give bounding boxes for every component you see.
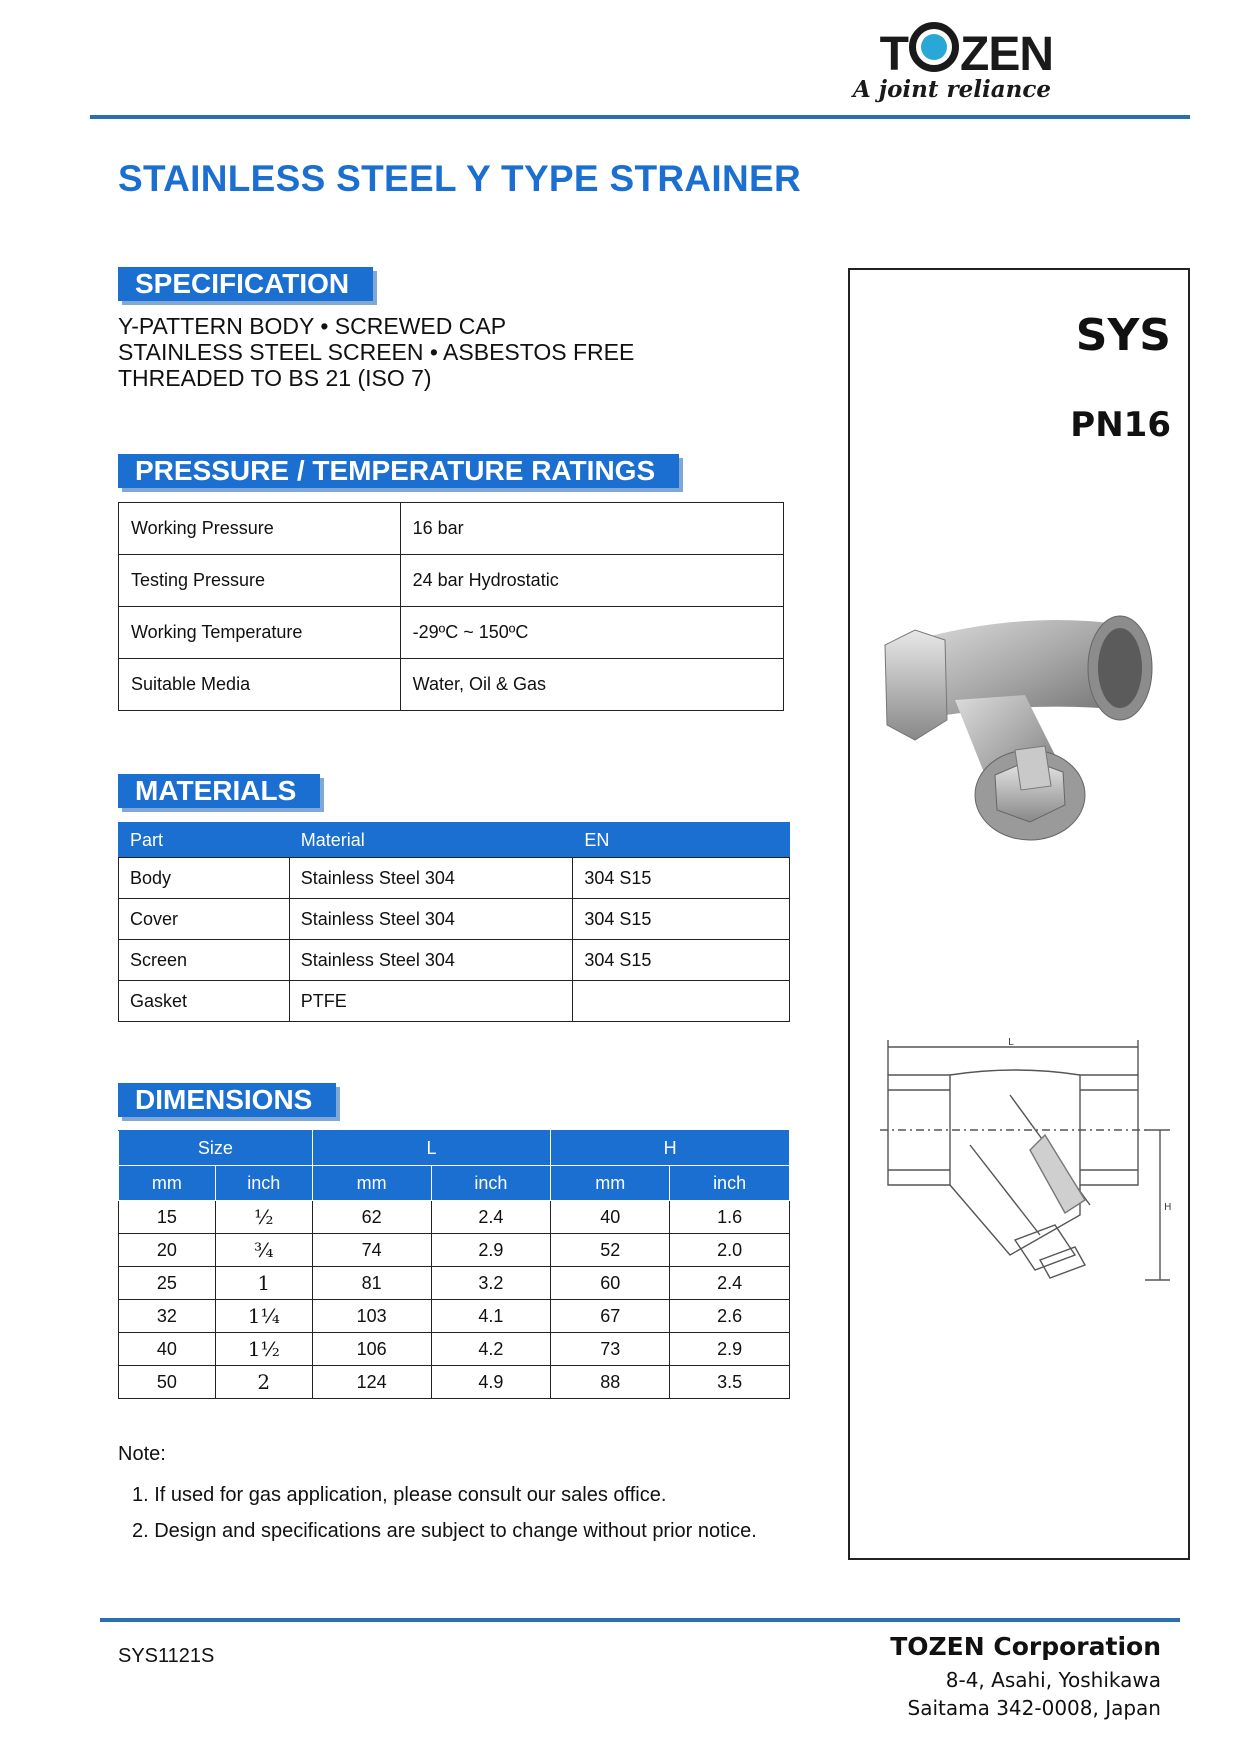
table-cell: 1½	[215, 1333, 312, 1366]
table-cell: 2	[215, 1366, 312, 1399]
table-cell	[573, 981, 790, 1022]
section-heading-materials: MATERIALS	[118, 774, 320, 808]
product-photo	[875, 600, 1165, 850]
table-cell: Stainless Steel 304	[289, 858, 573, 899]
section-heading-ratings: PRESSURE / TEMPERATURE RATINGS	[118, 454, 679, 488]
table-header-row	[119, 1131, 790, 1166]
header-divider	[90, 115, 1190, 119]
table-cell: 67	[551, 1300, 670, 1333]
rating-label: Working Pressure	[119, 503, 401, 555]
materials-table	[118, 822, 790, 1022]
product-side-panel	[848, 268, 1190, 1560]
section-heading-dimensions: DIMENSIONS	[118, 1083, 336, 1117]
column-header: inch	[215, 1166, 312, 1201]
table-cell: 1¼	[215, 1300, 312, 1333]
rating-value: Water, Oil & Gas	[400, 659, 783, 711]
column-header: inch	[670, 1166, 790, 1201]
table-cell: 32	[119, 1300, 216, 1333]
table-cell: Stainless Steel 304	[289, 940, 573, 981]
table-cell: 81	[312, 1267, 431, 1300]
rating-value: 24 bar Hydrostatic	[400, 555, 783, 607]
table-cell: PTFE	[289, 981, 573, 1022]
note-item: 2. Design and specifications are subject to change without prior notice.	[132, 1520, 757, 1542]
drawing-label-l: L	[1008, 1037, 1014, 1048]
company-name: TOZEN Corporation	[890, 1632, 1161, 1661]
note-list	[132, 1477, 757, 1549]
ratings-table	[118, 502, 784, 711]
column-group-header: Size	[119, 1131, 313, 1166]
table-row	[119, 981, 790, 1022]
table-cell: 2.6	[670, 1300, 790, 1333]
table-cell: 73	[551, 1333, 670, 1366]
table-row	[119, 607, 784, 659]
table-cell: 3.2	[431, 1267, 551, 1300]
model-code: SYS	[1075, 310, 1171, 361]
rating-value: -29ºC ~ 150ºC	[400, 607, 783, 659]
table-cell: 62	[312, 1201, 431, 1234]
table-cell: Stainless Steel 304	[289, 899, 573, 940]
table-cell: 25	[119, 1267, 216, 1300]
table-row	[119, 1201, 790, 1234]
page-title: STAINLESS STEEL Y TYPE STRAINER	[118, 158, 801, 199]
table-cell: Cover	[119, 899, 290, 940]
table-cell: 88	[551, 1366, 670, 1399]
table-cell: 15	[119, 1201, 216, 1234]
table-cell: 304 S15	[573, 940, 790, 981]
column-header: EN	[573, 823, 790, 858]
table-row	[119, 555, 784, 607]
column-header: Part	[119, 823, 290, 858]
table-cell: 1.6	[670, 1201, 790, 1234]
table-cell: 40	[551, 1201, 670, 1234]
table-cell: 2.9	[670, 1333, 790, 1366]
table-cell: 2.4	[670, 1267, 790, 1300]
table-row	[119, 1300, 790, 1333]
column-header: inch	[431, 1166, 551, 1201]
column-header: mm	[551, 1166, 670, 1201]
document-number: SYS1121S	[118, 1645, 215, 1667]
table-cell: 124	[312, 1366, 431, 1399]
pressure-rating-code: PN16	[1070, 405, 1171, 445]
brand-logo-text-pre: T	[879, 28, 908, 81]
note-item: 1. If used for gas application, please consult our sales office.	[132, 1484, 667, 1506]
table-cell: 3.5	[670, 1366, 790, 1399]
column-header: mm	[119, 1166, 216, 1201]
table-row	[119, 858, 790, 899]
table-cell: Gasket	[119, 981, 290, 1022]
table-header-row	[119, 1166, 790, 1201]
spec-line: STAINLESS STEEL SCREEN • ASBESTOS FREE	[118, 339, 635, 365]
table-cell: 50	[119, 1366, 216, 1399]
column-group-header: L	[312, 1131, 551, 1166]
drawing-label-h: H	[1164, 1202, 1172, 1213]
column-group-header: H	[551, 1131, 790, 1166]
brand-logo-text-post: ZEN	[960, 28, 1053, 81]
table-cell: 20	[119, 1234, 216, 1267]
dimensions-table	[118, 1130, 790, 1399]
rating-label: Suitable Media	[119, 659, 401, 711]
table-cell: 106	[312, 1333, 431, 1366]
section-heading-specification: SPECIFICATION	[118, 267, 373, 301]
table-cell: Body	[119, 858, 290, 899]
table-cell: ½	[215, 1201, 312, 1234]
table-row	[119, 1366, 790, 1399]
brand-tagline: A joint reliance	[852, 76, 1051, 103]
technical-drawing	[880, 1035, 1180, 1305]
company-address-line: 8-4, Asahi, Yoshikawa	[945, 1668, 1161, 1692]
table-row	[119, 899, 790, 940]
table-cell: 1	[215, 1267, 312, 1300]
table-cell: 4.2	[431, 1333, 551, 1366]
table-cell: 304 S15	[573, 858, 790, 899]
table-cell: 2.4	[431, 1201, 551, 1234]
spec-line: Y-PATTERN BODY • SCREWED CAP	[118, 313, 507, 339]
logo-ring-icon	[909, 22, 959, 72]
company-address-line: Saitama 342-0008, Japan	[907, 1696, 1161, 1720]
note-title: Note:	[118, 1443, 166, 1465]
table-cell: ¾	[215, 1234, 312, 1267]
table-cell: 74	[312, 1234, 431, 1267]
table-header-row	[119, 823, 790, 858]
column-header: mm	[312, 1166, 431, 1201]
table-cell: 4.1	[431, 1300, 551, 1333]
table-row	[119, 659, 784, 711]
table-cell: 304 S15	[573, 899, 790, 940]
brand-logo	[880, 22, 1053, 79]
table-cell: 4.9	[431, 1366, 551, 1399]
rating-label: Testing Pressure	[119, 555, 401, 607]
rating-value: 16 bar	[400, 503, 783, 555]
column-header: Material	[289, 823, 573, 858]
footer-divider	[100, 1618, 1180, 1622]
spec-line: THREADED TO BS 21 (ISO 7)	[118, 365, 432, 391]
table-cell: 103	[312, 1300, 431, 1333]
table-row	[119, 503, 784, 555]
table-cell: 2.9	[431, 1234, 551, 1267]
table-row	[119, 940, 790, 981]
table-cell: Screen	[119, 940, 290, 981]
table-row	[119, 1333, 790, 1366]
table-row	[119, 1234, 790, 1267]
table-cell: 40	[119, 1333, 216, 1366]
specification-text	[118, 313, 634, 391]
table-cell: 60	[551, 1267, 670, 1300]
rating-label: Working Temperature	[119, 607, 401, 659]
table-cell: 52	[551, 1234, 670, 1267]
table-cell: 2.0	[670, 1234, 790, 1267]
table-row	[119, 1267, 790, 1300]
